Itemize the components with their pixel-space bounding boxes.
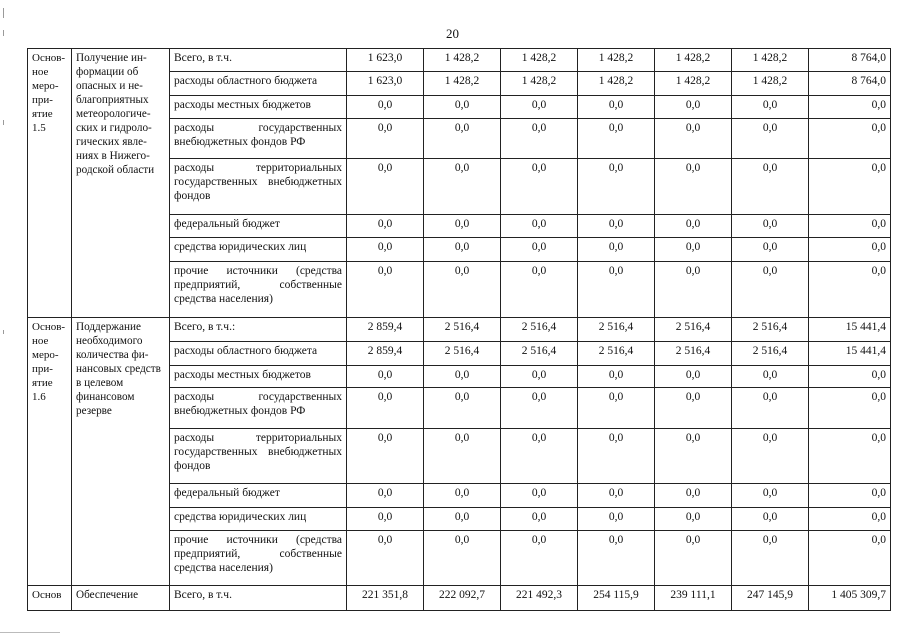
value-cell: 0,0: [501, 508, 578, 531]
value-cell: 0,0: [578, 366, 655, 388]
value-cell: 2 516,4: [424, 342, 501, 366]
value-cell: 1 623,0: [347, 72, 424, 96]
value-cell: 0,0: [347, 238, 424, 262]
funding-source: Всего, в т.ч.: [170, 49, 347, 72]
value-cell: 1 428,2: [424, 72, 501, 96]
value-cell: 0,0: [347, 366, 424, 388]
value-cell: 0,0: [732, 484, 809, 508]
value-cell: 0,0: [578, 119, 655, 159]
value-total-cell: 0,0: [809, 508, 891, 531]
value-cell: 239 111,1: [655, 586, 732, 611]
value-cell: 1 428,2: [732, 72, 809, 96]
value-cell: 0,0: [655, 388, 732, 429]
value-cell: 0,0: [347, 508, 424, 531]
value-total-cell: 0,0: [809, 366, 891, 388]
value-cell: 2 516,4: [655, 342, 732, 366]
value-total-cell: 0,0: [809, 531, 891, 586]
value-cell: 0,0: [732, 531, 809, 586]
value-cell: 0,0: [501, 215, 578, 238]
value-cell: 0,0: [424, 508, 501, 531]
value-cell: 0,0: [578, 262, 655, 318]
value-cell: 0,0: [424, 262, 501, 318]
value-cell: 0,0: [424, 215, 501, 238]
value-cell: 0,0: [732, 96, 809, 119]
activity-name: Получение информации об опасных и неблагоприятных метеорологических и гидрологических явлениях в Нижегородской области: [72, 49, 170, 318]
value-cell: 2 516,4: [578, 342, 655, 366]
funding-source: прочие источники (средства предприятий, собственные средства населения): [170, 262, 347, 318]
value-cell: 2 516,4: [501, 342, 578, 366]
value-cell: 2 516,4: [732, 342, 809, 366]
value-cell: 0,0: [655, 119, 732, 159]
value-cell: 0,0: [424, 429, 501, 484]
funding-source: расходы областного бюджета: [170, 342, 347, 366]
value-cell: 1 428,2: [578, 72, 655, 96]
value-cell: 0,0: [578, 159, 655, 215]
funding-source: прочие источники (средства предприятий, собственные средства населения): [170, 531, 347, 586]
value-cell: 0,0: [347, 159, 424, 215]
value-cell: 0,0: [501, 429, 578, 484]
value-cell: 1 428,2: [501, 49, 578, 72]
value-cell: 2 859,4: [347, 318, 424, 342]
value-cell: 0,0: [655, 508, 732, 531]
value-cell: 1 428,2: [655, 49, 732, 72]
value-total-cell: 15 441,4: [809, 318, 891, 342]
left-edge-mark: [3, 120, 4, 125]
value-cell: 0,0: [424, 238, 501, 262]
value-cell: 1 428,2: [578, 49, 655, 72]
activity-name: Поддержание необходимого количества финансовых средств в целевом финансовом резерве: [72, 318, 170, 586]
value-cell: 0,0: [347, 429, 424, 484]
value-cell: 1 428,2: [424, 49, 501, 72]
value-cell: 1 428,2: [732, 49, 809, 72]
value-cell: 0,0: [732, 119, 809, 159]
value-total-cell: 0,0: [809, 159, 891, 215]
value-total-cell: 8 764,0: [809, 49, 891, 72]
value-total-cell: 0,0: [809, 388, 891, 429]
left-edge-mark: [3, 330, 4, 334]
value-cell: 0,0: [578, 508, 655, 531]
table-row: [28, 318, 891, 342]
activity-name: Обеспечение: [72, 586, 170, 611]
left-edge-mark: [3, 8, 4, 18]
value-cell: 1 623,0: [347, 49, 424, 72]
value-cell: 0,0: [655, 262, 732, 318]
funding-source: средства юридических лиц: [170, 238, 347, 262]
funding-source: расходы территориальных государственных внебюджетных фондов: [170, 429, 347, 484]
value-cell: 254 115,9: [578, 586, 655, 611]
value-cell: 0,0: [501, 238, 578, 262]
value-cell: 0,0: [578, 531, 655, 586]
value-cell: 0,0: [578, 484, 655, 508]
value-cell: 0,0: [501, 119, 578, 159]
value-total-cell: 0,0: [809, 215, 891, 238]
value-cell: 0,0: [732, 508, 809, 531]
value-cell: 0,0: [424, 96, 501, 119]
value-cell: 0,0: [501, 262, 578, 318]
value-cell: 2 859,4: [347, 342, 424, 366]
funding-table: [27, 48, 891, 611]
value-cell: 0,0: [732, 388, 809, 429]
activity-number: Основное мероприятие 1.6: [28, 318, 72, 586]
value-total-cell: 0,0: [809, 484, 891, 508]
table-row: [28, 49, 891, 72]
value-total-cell: 0,0: [809, 262, 891, 318]
value-cell: 0,0: [578, 429, 655, 484]
value-cell: 0,0: [424, 159, 501, 215]
value-cell: 0,0: [732, 366, 809, 388]
value-cell: 0,0: [347, 215, 424, 238]
value-cell: 2 516,4: [732, 318, 809, 342]
activity-number: Основ: [28, 586, 72, 611]
value-cell: 2 516,4: [578, 318, 655, 342]
value-cell: 0,0: [655, 96, 732, 119]
value-cell: 0,0: [732, 215, 809, 238]
value-cell: 0,0: [347, 388, 424, 429]
value-cell: 0,0: [578, 388, 655, 429]
value-cell: 0,0: [501, 96, 578, 119]
funding-source: расходы государственных внебюджетных фондов РФ: [170, 388, 347, 429]
value-cell: 0,0: [578, 238, 655, 262]
value-total-cell: 0,0: [809, 429, 891, 484]
activity-number: Основное мероприятие 1.5: [28, 49, 72, 318]
value-cell: 0,0: [578, 96, 655, 119]
value-total-cell: 8 764,0: [809, 72, 891, 96]
value-cell: 0,0: [655, 366, 732, 388]
value-cell: 0,0: [347, 531, 424, 586]
funding-source: Всего, в т.ч.: [170, 586, 347, 611]
value-cell: 0,0: [424, 484, 501, 508]
value-cell: 247 145,9: [732, 586, 809, 611]
value-cell: 0,0: [501, 484, 578, 508]
value-total-cell: 0,0: [809, 119, 891, 159]
table-body: [28, 49, 891, 611]
value-cell: 0,0: [655, 238, 732, 262]
funding-source: расходы государственных внебюджетных фондов РФ: [170, 119, 347, 159]
page-number: 20: [446, 26, 459, 41]
value-cell: 0,0: [578, 215, 655, 238]
table-row: [28, 586, 891, 611]
value-cell: 0,0: [655, 484, 732, 508]
value-cell: 221 492,3: [501, 586, 578, 611]
value-total-cell: 15 441,4: [809, 342, 891, 366]
value-cell: 0,0: [501, 159, 578, 215]
value-cell: 1 428,2: [655, 72, 732, 96]
value-cell: 2 516,4: [424, 318, 501, 342]
value-cell: 221 351,8: [347, 586, 424, 611]
value-cell: 0,0: [424, 388, 501, 429]
bottom-edge-mark: [0, 632, 60, 633]
value-cell: 0,0: [732, 238, 809, 262]
funding-source: Всего, в т.ч.:: [170, 318, 347, 342]
value-cell: 0,0: [655, 429, 732, 484]
value-cell: 2 516,4: [655, 318, 732, 342]
funding-source: расходы местных бюджетов: [170, 96, 347, 119]
value-total-cell: 1 405 309,7: [809, 586, 891, 611]
value-cell: 1 428,2: [501, 72, 578, 96]
value-cell: 0,0: [347, 484, 424, 508]
funding-source: средства юридических лиц: [170, 508, 347, 531]
funding-source: расходы областного бюджета: [170, 72, 347, 96]
value-total-cell: 0,0: [809, 238, 891, 262]
value-cell: 0,0: [424, 366, 501, 388]
value-cell: 0,0: [424, 119, 501, 159]
value-cell: 0,0: [501, 531, 578, 586]
value-cell: 0,0: [732, 262, 809, 318]
value-cell: 0,0: [655, 531, 732, 586]
funding-source: федеральный бюджет: [170, 215, 347, 238]
value-cell: 0,0: [347, 262, 424, 318]
funding-source: расходы территориальных государственных внебюджетных фондов: [170, 159, 347, 215]
value-cell: 0,0: [501, 388, 578, 429]
value-cell: 2 516,4: [501, 318, 578, 342]
value-total-cell: 0,0: [809, 96, 891, 119]
value-cell: 0,0: [347, 96, 424, 119]
value-cell: 0,0: [501, 366, 578, 388]
value-cell: 0,0: [424, 531, 501, 586]
funding-source: расходы местных бюджетов: [170, 366, 347, 388]
value-cell: 0,0: [732, 429, 809, 484]
value-cell: 0,0: [655, 159, 732, 215]
value-cell: 0,0: [655, 215, 732, 238]
value-cell: 0,0: [347, 119, 424, 159]
value-cell: 0,0: [732, 159, 809, 215]
value-cell: 222 092,7: [424, 586, 501, 611]
funding-source: федеральный бюджет: [170, 484, 347, 508]
